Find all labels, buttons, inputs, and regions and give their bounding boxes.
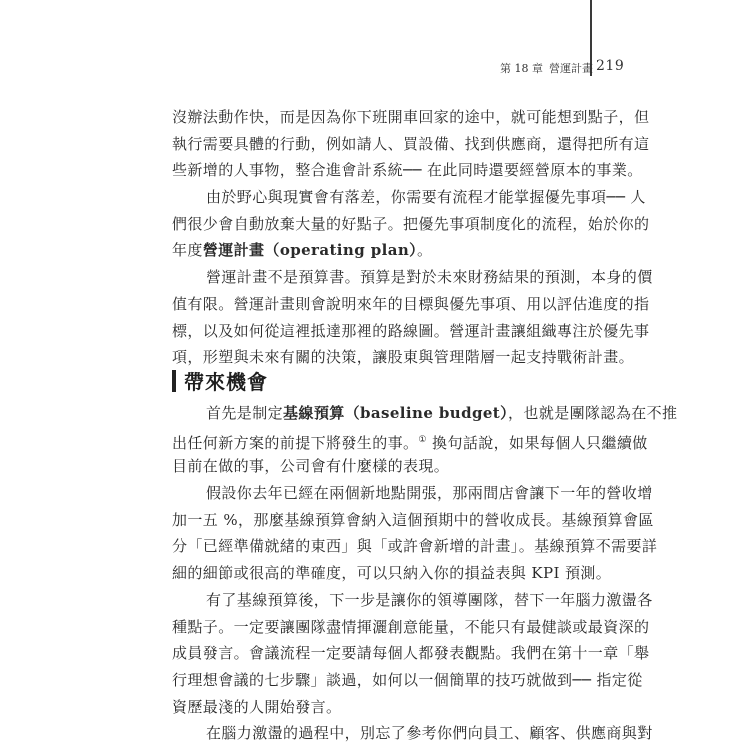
text-line: 目前在做的事，公司會有什麼樣的表現。 xyxy=(172,457,450,476)
text-line: 項，形塑與未來有關的決策，讓股東與管理階層一起支持戰術計畫。 xyxy=(172,348,635,367)
text-line: 執行需要具體的行動，例如請人、買設備、找到供應商，還得把所有這 xyxy=(172,134,650,153)
text-line: 有了基線預算後，下一步是讓你的領導團隊，替下一年腦力激盪各 xyxy=(206,590,653,609)
text-line xyxy=(172,400,678,427)
top-paragraphs xyxy=(172,104,653,371)
text-line: 資歷最淺的人開始發言。 xyxy=(172,697,342,716)
text-run: 年度 xyxy=(172,241,203,260)
text-line: 營運計畫不是預算書。預算是對於未來財務結果的預測，本身的價 xyxy=(206,268,653,287)
key-term-operating-plan: 營運計畫（operating plan） xyxy=(202,241,418,260)
section-paragraphs xyxy=(172,400,678,747)
text-line xyxy=(172,427,648,454)
page-number: 219 xyxy=(596,58,625,74)
text-line: 由於野心與現實會有落差，你需要有流程才能掌握優先事項── 人 xyxy=(206,188,646,207)
text-line: 些新增的人事物，整合進會計系統── 在此同時還要經營原本的事業。 xyxy=(172,161,643,180)
text-run: ，也就是團隊認為在不推 xyxy=(508,404,678,422)
text-run: 出任何新方案的前提下將發生的事。 xyxy=(172,433,419,452)
text-line xyxy=(172,237,592,264)
text-line: 標，以及如何從這裡抵達那裡的路線圖。營運計畫讓組織專注於優先事 xyxy=(172,321,650,340)
text-line: 們很少會自動放棄大量的好點子。把優先事項制度化的流程，始於你的 xyxy=(172,214,650,233)
section-marker xyxy=(172,370,176,392)
text-line: 假設你去年已經在兩個新地點開張，那兩間店會讓下一年的營收增 xyxy=(206,484,653,503)
text-run: 換句話說，如果每個人只繼續做 xyxy=(426,433,648,452)
text-line: 行理想會議的七步驟」談過，如何以一個簡單的技巧就做到── 指定從 xyxy=(172,670,643,689)
text-run: 首先是制定 xyxy=(206,404,284,422)
section-title: 帶來機會 xyxy=(184,370,268,394)
text-line: 成員發言。會議流程一定要請每個人都發表觀點。我們在第十一章「舉 xyxy=(172,644,650,663)
chapter-title: 營運計畫 xyxy=(549,62,593,75)
key-term-baseline-budget: 基線預算（baseline budget） xyxy=(283,404,509,422)
text-line: 在腦力激盪的過程中，別忘了參考你們向員工、顧客、供應商與對 xyxy=(206,724,653,743)
text-line: 細的細節或很高的準確度，可以只納入你的損益表與 KPI 預測。 xyxy=(172,564,612,583)
section-heading xyxy=(172,366,268,395)
text-line: 分「已經準備就緒的東西」與「或許會新增的計畫」。基線預算不需要詳 xyxy=(172,537,658,556)
text-line: 值有限。營運計畫則會說明來年的目標與優先事項、用以評估進度的指 xyxy=(172,294,650,313)
footnote-marker: ① xyxy=(418,434,427,445)
text-run: 。 xyxy=(417,241,433,260)
chapter-label: 第 18 章 xyxy=(500,62,543,75)
text-line: 種點子。一定要讓團隊盡情揮灑創意能量，不能只有最健談或最資深的 xyxy=(172,617,650,636)
text-line: 沒辦法動作快，而是因為你下班開車回家的途中，就可能想到點子，但 xyxy=(172,108,650,126)
text-line: 加一五 %，那麼基線預算會納入這個預期中的營收成長。基線預算會區 xyxy=(172,510,654,529)
